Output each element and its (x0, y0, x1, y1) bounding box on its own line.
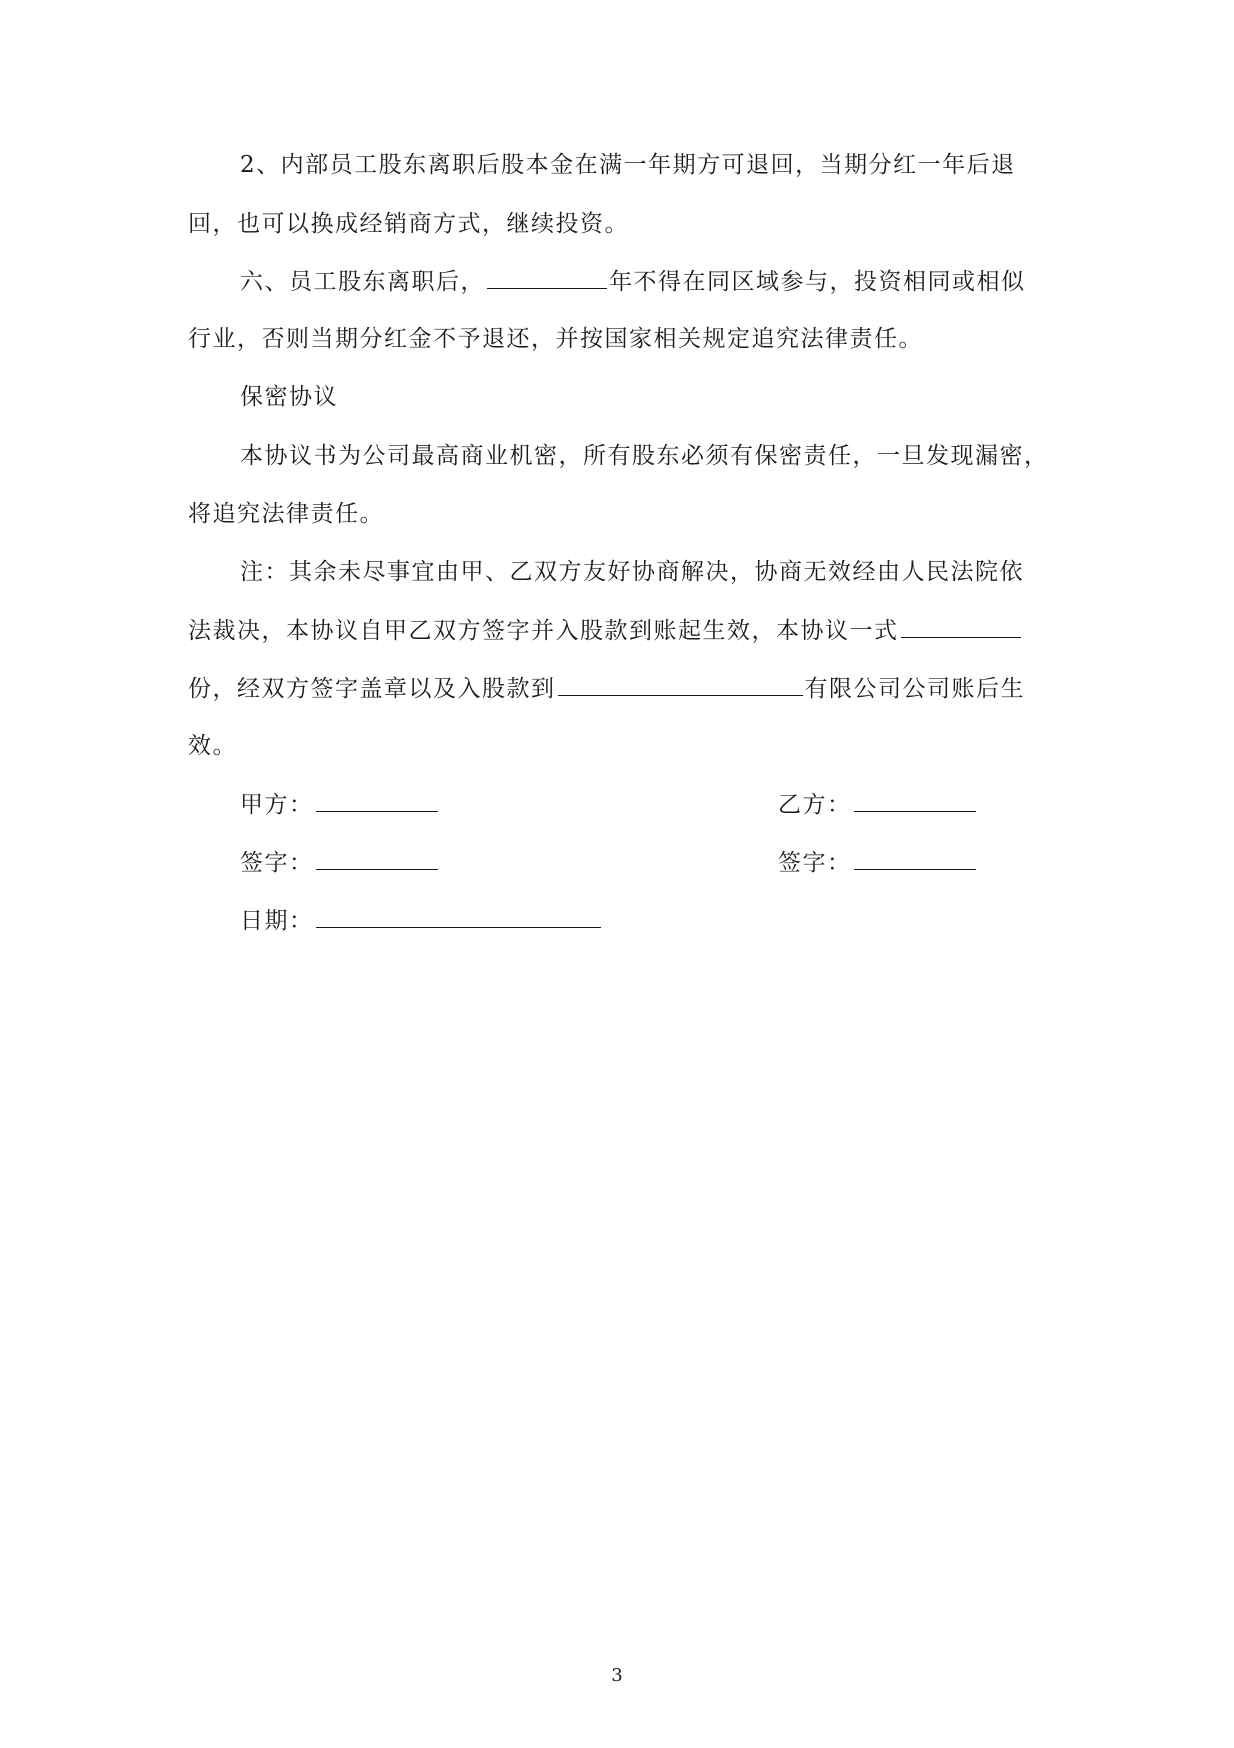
page-number: 3 (611, 1665, 623, 1686)
note-line-2-text: 法裁决，本协议自甲乙双方签字并入股款到账起生效，本协议一式 (188, 618, 899, 644)
sign-a-label: 签字： (240, 850, 314, 876)
sign-b-label: 签字： (778, 850, 852, 876)
company-blank-field[interactable] (558, 673, 803, 696)
paragraph-6-text-before: 六、员工股东离职后， (240, 269, 485, 295)
sign-b-blank-field[interactable] (854, 847, 976, 870)
confidentiality-line-2: 将追究法律责任。 (188, 501, 384, 527)
copies-blank-field[interactable] (901, 615, 1021, 638)
note-line-1: 注：其余未尽事宜由甲、乙双方友好协商解决，协商无效经由人民法院依 (240, 559, 1024, 585)
sign-a-row (240, 847, 440, 878)
date-blank-field[interactable] (316, 905, 601, 928)
party-b-blank-field[interactable] (854, 789, 976, 812)
sign-b-row (778, 847, 978, 878)
date-label: 日期： (240, 908, 314, 934)
date-row (240, 905, 603, 936)
party-a-blank-field[interactable] (316, 789, 438, 812)
note-line-2 (188, 615, 1023, 646)
party-a-row (240, 789, 440, 820)
party-b-label: 乙方： (778, 792, 852, 818)
paragraph-2-line-1: 2、内部员工股东离职后股本金在满一年期方可退回，当期分红一年后退 (240, 152, 1016, 178)
paragraph-6-text-after: 年不得在同区域参与，投资相同或相似 (609, 269, 1026, 295)
paragraph-2-line-2: 回，也可以换成经销商方式，继续投资。 (188, 211, 629, 237)
note-line-3-text-after: 有限公司公司账后生 (804, 676, 1025, 702)
paragraph-6-line-1 (240, 266, 1026, 297)
note-line-3-text-before: 份，经双方签字盖章以及入股款到 (188, 676, 556, 702)
years-blank-field[interactable] (487, 266, 607, 289)
confidentiality-title: 保密协议 (240, 384, 338, 410)
note-line-3 (188, 673, 1025, 704)
note-line-4: 效。 (188, 733, 237, 759)
sign-a-blank-field[interactable] (316, 847, 438, 870)
party-a-label: 甲方： (240, 792, 314, 818)
paragraph-6-line-2: 行业，否则当期分红金不予退还，并按国家相关规定追究法律责任。 (188, 326, 923, 352)
party-b-row (778, 789, 978, 820)
confidentiality-line-1: 本协议书为公司最高商业机密，所有股东必须有保密责任，一旦发现漏密， (240, 443, 1049, 469)
